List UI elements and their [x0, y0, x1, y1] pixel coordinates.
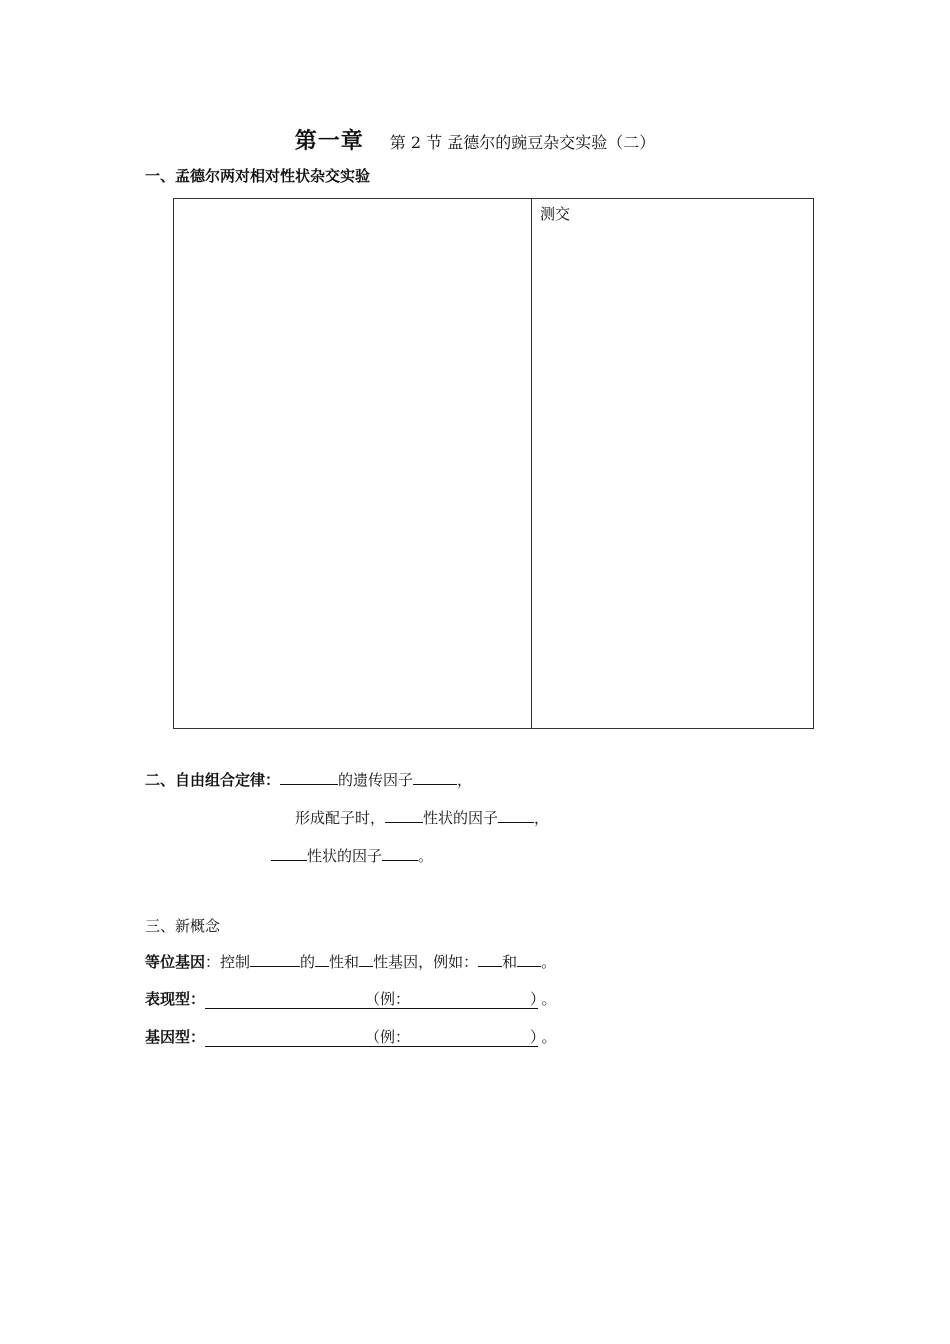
experiment-table	[173, 198, 814, 729]
blank[interactable]	[280, 770, 338, 785]
law-text: 形成配子时，	[295, 809, 386, 827]
blank[interactable]	[271, 846, 307, 861]
law-line-1	[145, 769, 472, 790]
law-line-2	[295, 807, 549, 828]
blank[interactable]	[385, 808, 423, 823]
allele-text: ：控制	[205, 953, 251, 971]
law-line-3	[271, 845, 433, 866]
example-close: ）	[530, 1028, 538, 1046]
law-text: 性状的因子	[423, 809, 499, 827]
table-divider	[531, 199, 532, 728]
allele-text: 性基因，例如：	[373, 953, 479, 971]
example-open: （例：	[365, 990, 411, 1008]
allele-label: 等位基因	[145, 953, 206, 971]
example-open: （例：	[365, 1028, 411, 1046]
section1-heading: 一、孟德尔两对相对性状杂交实验	[145, 167, 371, 185]
phenotype-label: 表现型：	[145, 990, 206, 1008]
period: 。	[541, 990, 557, 1008]
allele-text: 。	[541, 953, 557, 971]
blank[interactable]	[382, 846, 418, 861]
allele-text: 的	[300, 953, 316, 971]
law-text: 。	[418, 847, 434, 865]
genotype-line	[145, 1026, 557, 1047]
allele-text: 性和	[329, 953, 360, 971]
chapter-title: 第一章	[294, 129, 364, 154]
genotype-label: 基因型：	[145, 1028, 206, 1046]
example-close: ）	[530, 990, 538, 1008]
testcross-label: 测交	[540, 205, 571, 223]
law-text: ，	[534, 809, 550, 827]
law-text: 的遗传因子	[338, 771, 414, 789]
blank[interactable]	[359, 952, 373, 967]
phenotype-line	[145, 988, 557, 1009]
blank[interactable]	[517, 952, 541, 967]
law-text: 性状的因子	[307, 847, 383, 865]
allele-line	[145, 951, 556, 972]
section2-heading: 二、自由组合定律：	[145, 771, 281, 789]
page-title	[0, 124, 950, 155]
law-text: ，	[457, 771, 473, 789]
section-title: 第 2 节 孟德尔的豌豆杂交实验（二）	[389, 133, 656, 152]
blank[interactable]	[250, 952, 300, 967]
blank[interactable]	[498, 808, 534, 823]
allele-text: 和	[502, 953, 518, 971]
period: 。	[541, 1028, 557, 1046]
genotype-answer[interactable]	[205, 1028, 538, 1047]
blank[interactable]	[478, 952, 502, 967]
blank[interactable]	[315, 952, 329, 967]
blank[interactable]	[413, 770, 457, 785]
section3-heading: 三、新概念	[145, 917, 221, 935]
phenotype-answer[interactable]	[205, 990, 538, 1009]
